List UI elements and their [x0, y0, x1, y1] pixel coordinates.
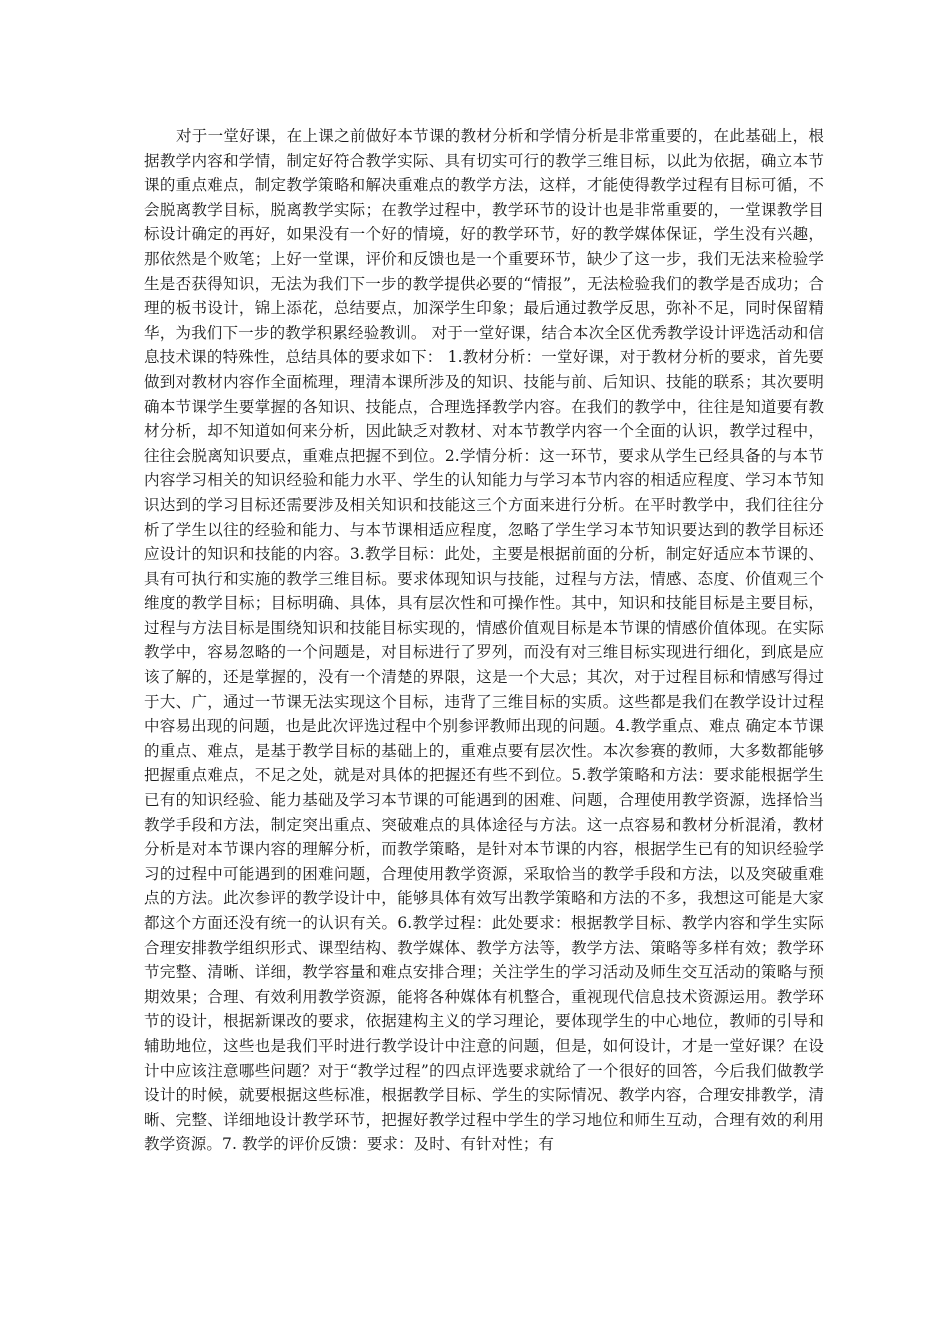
body-paragraph: 对于一堂好课，在上课之前做好本节课的教材分析和学情分析是非常重要的，在此基础上，根据教学内容和学情，制定好符合教学实际、具有切实可行的教学三维目标，以此为依据，确立本节课的重点难点，制定教学策略和解决重难点的教学方法，这样，才能使得教学过程有目标可循，不会脱离教学目标，脱离教学实际；在教学过程中，教学环节的设计也是非常重要的，一堂课教学目标设计确定的再好，如果没有一个好的情境，好的教学环节，好的教学媒体保证，学生没有兴趣，那依然是个败笔；上好一堂课，评价和反馈也是一个重要环节，缺少了这一步，我们无法来检验学生是否获得知识，无法为我们下一步的教学提供必要的“情报”，无法检验我们的教学是否成功；合理的板书设计，锦上添花，总结要点，加深学生印象；最后通过教学反思，弥补不足，同时保留精华，为我们下一步的教学积累经验教训。 对于一堂好课，结合本次全区优秀教学设计评选活动和信息技术课的特殊性，总结具体的要求如下： 1.教材分析：一堂好课，对于教材分析的要求，首先要做到对教材内容作全面梳理，理清本课所涉及的知识、技能与前、后知识、技能的联系；其次要明确本节课学生要掌握的各知识、技能点，合理选择教学内容。在我们的教学中，往往是知道要有教材分析，却不知道如何来分析，因此缺乏对教材、对本节教学内容一个全面的认识，教学过程中，往往会脱离知识要点，重难点把握不到位。2.学情分析：这一环节，要求从学生已经具备的与本节内容学习相关的知识经验和能力水平、学生的认知能力与学习本节内容的相适应程度、学习本节知识达到的学习目标还需要涉及相关知识和技能这三个方面来进行分析。在平时教学中，我们往往分析了学生以往的经验和能力、与本节课相适应程度，忽略了学生学习本节知识要达到的教学目标还应设计的知识和技能的内容。3.教学目标：此处，主要是根据前面的分析，制定好适应本节课的、具有可执行和实施的教学三维目标。要求体现知识与技能，过程与方法，情感、态度、价值观三个维度的教学目标；目标明确、具体，具有层次性和可操作性。其中，知识和技能目标是主要目标，过程与方法目标是围绕知识和技能目标实现的，情感价值观目标是本节课的情感价值体现。在实际教学中，容易忽略的一个问题是，对目标进行了罗列，而没有对三维目标实现进行细化，到底是应该了解的，还是掌握的，没有一个清楚的界限，这是一个大忌；其次，对于过程目标和情感写得过于大、广，通过一节课无法实现这个目标，违背了三维目标的实质。这些都是我们在教学设计过程中容易出现的问题，也是此次评选过程中个别参评教师出现的问题。4.教学重点、难点 确定本节课的重点、难点，是基于教学目标的基础上的，重难点要有层次性。本次参赛的教师，大多数都能够把握重点难点，不足之处，就是对具体的把握还有些不到位。5.教学策略和方法：要求能根据学生已有的知识经验、能力基础及学习本节课的可能遇到的困难、问题，合理使用教学资源，选择恰当教学手段和方法，制定突出重点、突破难点的具体途径与方法。这一点容易和教材分析混淆，教材分析是对本节课内容的理解分析，而教学策略，是针对本节课的内容，根据学生已有的知识经验学习的过程中可能遇到的困难问题，合理使用教学资源，采取恰当的教学手段和方法，以及突破重难点的方法。此次参评的教学设计中，能够具体有效写出教学策略和方法的不多，我想这可能是大家都这个方面还没有统一的认识有关。6.教学过程：此处要求：根据教学目标、教学内容和学生实际合理安排教学组织形式、课型结构、教学媒体、教学方法等，教学方法、策略等多样有效；教学环节完整、清晰、详细，教学容量和难点安排合理；关注学生的学习活动及师生交互活动的策略与预期效果；合理、有效利用教学资源，能将各种媒体有机整合，重视现代信息技术资源运用。教学环节的设计，根据新课改的要求，依据建构主义的学习理论，要体现学生的中心地位，教师的引导和辅助地位，这些也是我们平时进行教学设计中注意的问题，但是，如何设计，才是一堂好课？在设计中应该注意哪些问题？对于“教学过程”的四点评选要求就给了一个很好的回答，今后我们做教学设计的时候，就要根据这些标准，根据教学目标、学生的实际情况、教学内容，合理安排教学，清晰、完整、详细地设计教学环节，把握好教学过程中学生的学习地位和师生互动，合理有效的利用教学资源。7. 教学的评价反馈：要求：及时、有针对性；有: [144, 127, 824, 1154]
